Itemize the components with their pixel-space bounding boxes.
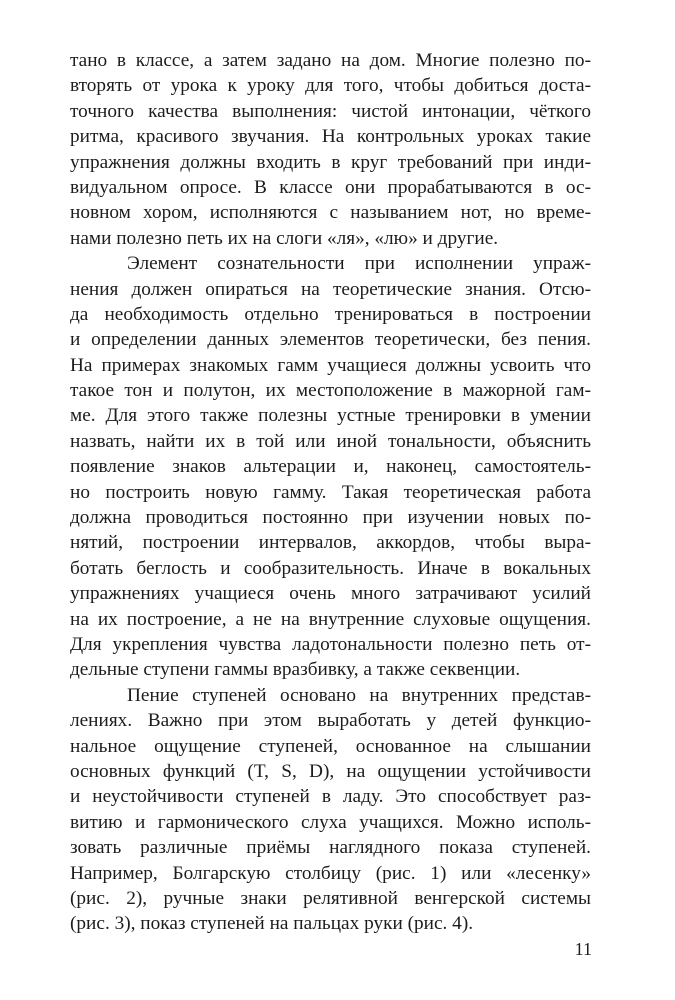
text-line: Для укрепления чувства ладотональности полезно петь от-	[70, 633, 591, 655]
text-line: На примерах знакомых гамм учащиеся должны усвоить что	[70, 354, 591, 376]
text-line: тано в классе, а затем задано на дом. Многие полезно по-	[70, 50, 591, 71]
text-line: зовать различные приёмы наглядного показа ступеней.	[70, 837, 591, 859]
text-line: ботать беглость и сообразительность. Иначе в вокальных	[70, 557, 591, 579]
text-line: упражнениях учащиеся очень много затрачивают усилий	[70, 583, 591, 605]
text-line: видуальном опросе. В классе они прорабатываются в ос-	[70, 176, 591, 198]
text-line: (рис. 3), показ ступеней на пальцах руки (рис. 4).	[70, 913, 474, 935]
text-line: упражнения должны входить в круг требований при инди-	[70, 151, 591, 173]
text-line: назвать, найти их в той или иной тональности, объяснить	[70, 430, 591, 452]
page-number: 11	[574, 939, 592, 959]
text-line: лениях. Важно при этом выработать у детей функцио-	[70, 710, 591, 732]
text-line: нами полезно петь их на слоги «ля», «лю» и другие.	[70, 227, 499, 249]
text-line: дельные ступени гаммы вразбивку, а также секвенции.	[70, 659, 521, 681]
text-line: нятий, построении интервалов, аккордов, чтобы выра-	[70, 532, 591, 554]
text-line: Например, Болгарскую столбицу (рис. 1) или «лесенку»	[70, 862, 591, 884]
text-line: новном хором, исполняются с называнием нот, но време-	[70, 202, 591, 224]
text-line: на их построение, а не на внутренние слуховые ощущения.	[70, 608, 591, 630]
paragraph-first-line: Элемент сознательности при исполнении упраж-	[127, 253, 591, 275]
text-line: вторять от урока к уроку для того, чтобы добиться доста-	[70, 75, 591, 97]
text-line: (рис. 2), ручные знаки релятивной венгерской системы	[70, 887, 591, 909]
text-line: такое тон и полутон, их местоположение в мажорной гам-	[70, 380, 591, 402]
text-line: должна проводиться постоянно при изучении новых по-	[70, 507, 591, 529]
text-line: но построить новую гамму. Такая теоретическая работа	[70, 481, 591, 503]
body-text	[70, 48, 591, 937]
text-line: да необходимость отдельно тренироваться в построении	[70, 303, 591, 325]
text-line: появление знаков альтерации и, наконец, самостоятель-	[70, 456, 591, 478]
text-line: и определении данных элементов теоретически, без пения.	[70, 329, 591, 351]
text-line: ме. Для этого также полезны устные тренировки в умении	[70, 405, 591, 427]
paragraph-first-line: Пение ступеней основано на внутренних представ-	[127, 684, 591, 706]
text-line: основных функций (T, S, D), на ощущении устойчивости	[70, 760, 591, 782]
text-line: и неустойчивости ступеней в ладу. Это способствует раз-	[70, 786, 591, 808]
text-line: ритма, красивого звучания. На контрольных уроках такие	[70, 126, 591, 148]
text-line: точного качества выполнения: чистой интонации, чёткого	[70, 100, 591, 122]
text-line: витию и гармонического слуха учащихся. Можно исполь-	[70, 811, 591, 833]
text-line: нения должен опираться на теоретические знания. Отсю-	[70, 278, 591, 300]
text-line: нальное ощущение ступеней, основанное на слышании	[70, 735, 591, 757]
